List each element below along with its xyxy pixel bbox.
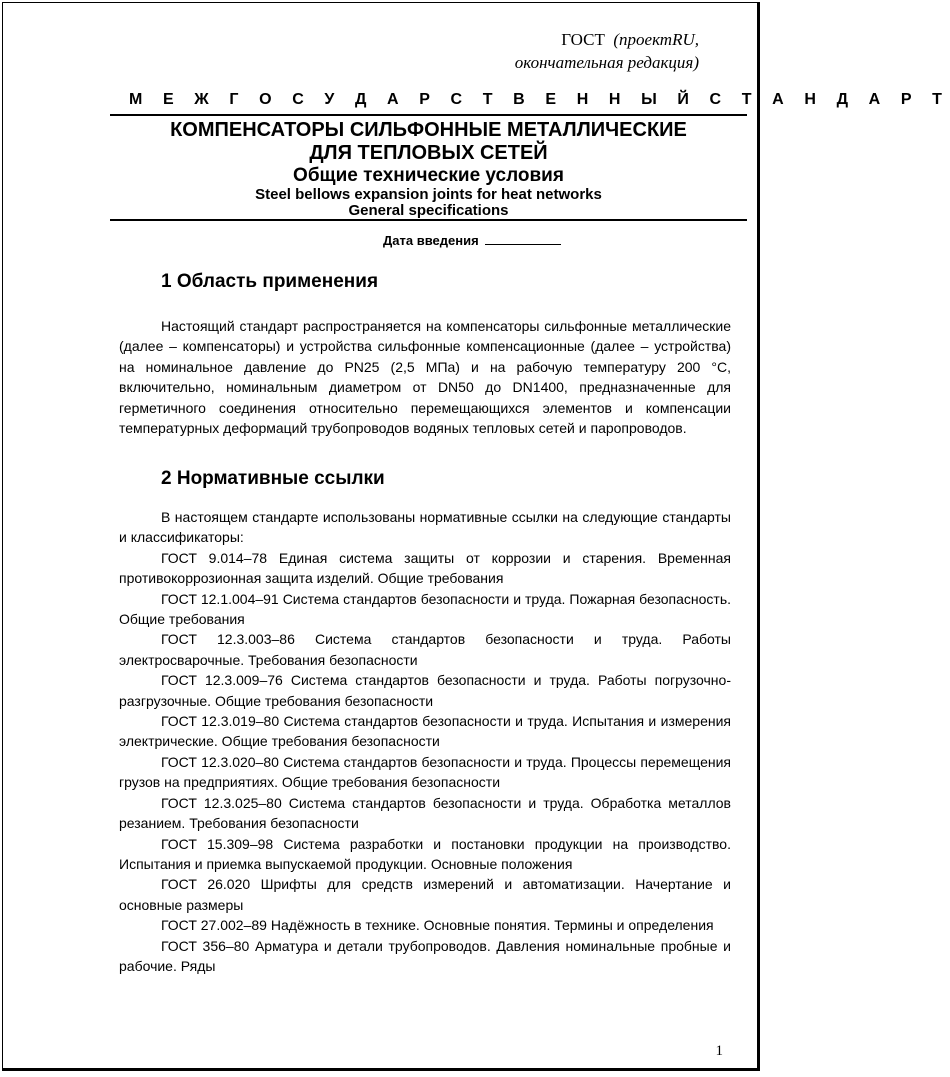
ref-item: ГОСТ 27.002–89 Надёжность в технике. Основные понятия. Термины и определения [161,917,714,934]
ref-item: ГОСТ 356–80 Арматура и детали трубопроводов. Давления номинальные пробные и рабочие. Ряды [119,937,731,974]
ref-item: ГОСТ 12.3.003–86 Система стандартов безопасности и труда. Работы электросварочные. Требования безопасности [119,631,731,668]
gost-label: ГОСТ [561,30,605,49]
refs-heading: 2 Нормативные ссылки [161,468,385,489]
date-blank-field [485,232,561,245]
gost-note: (проектRU, [613,30,699,49]
edition-note: окончательная редакция) [514,53,699,72]
ref-item: ГОСТ 26.020 Шрифты для средств измерений и автоматизации. Начертание и основные размеры [119,876,731,913]
document-title [110,119,747,165]
title-line-2: ДЛЯ ТЕПЛОВЫХ СЕТЕЙ [309,142,548,164]
title-line-1: КОМПЕНСАТОРЫ СИЛЬФОННЫЕ МЕТАЛЛИЧЕСКИЕ [170,119,687,141]
standard-type: М Е Ж Г О С У Д А Р С Т В Е Н Н Ы Й С Т А Н Д А Р Т [129,91,950,108]
scope-text-block [119,316,731,438]
document-page [2,2,950,1071]
refs-intro: В настоящем стандарте использованы нормативные ссылки на следующие стандарты и классификаторы: [119,509,731,546]
bottom-rule [110,219,747,221]
ref-item: ГОСТ 12.3.009–76 Система стандартов безопасности и труда. Работы погрузочно-разгрузочные. Общие требования безопасности [119,672,731,709]
ref-item: ГОСТ 12.3.020–80 Система стандартов безопасности и труда. Процессы перемещения грузов на предприятиях. Общие требования безопасности [119,753,731,791]
english-title-line-2: General specifications [348,202,509,219]
introduction-date [383,232,561,248]
ref-item: ГОСТ 15.309–98 Система разработки и постановки продукции на производство. Испытания и приемка выпускаемой продукции. Основные положения [119,835,731,872]
ref-item: ГОСТ 12.3.025–80 Система стандартов безопасности и труда. Обработка металлов резанием. Требования безопасности [119,794,731,832]
gost-draft-tag [515,28,699,74]
ref-item: ГОСТ 12.3.019–80 Система стандартов безопасности и труда. Испытания и измерения электрические. Общие требования безопасности [119,713,731,750]
document-subtitle: Общие технические условия [293,165,564,186]
english-title-line-1: Steel bellows expansion joints for heat networks [255,186,602,203]
ref-item: ГОСТ 12.1.004–91 Система стандартов безопасности и труда. Пожарная безопасность. Общие требования [119,590,731,628]
page-number: 1 [715,1043,723,1059]
ref-item: ГОСТ 9.014–78 Единая система защиты от коррозии и старения. Временная противокоррозионная защита изделий. Общие требования [119,549,731,587]
top-rule [110,114,747,116]
english-title [110,187,747,219]
date-label: Дата введения [383,233,479,248]
scope-paragraph: Настоящий стандарт распространяется на компенсаторы сильфонные металлические (далее – компенсаторы) и устройства сильфонные компенсационные (далее – устройства) на номинальное давление до PN25 (2,5 МПа) и на рабочую температуру 200 °С, включительно, номинальным диаметром от DN50 до DN1400, предназначенные для герметичного соединения относительно перемещающихся элементов и компенсации температурных деформаций трубопроводов водяных тепловых сетей и паропроводов. [119,318,731,437]
refs-list [119,507,731,976]
scope-heading: 1 Область применения [161,271,379,292]
